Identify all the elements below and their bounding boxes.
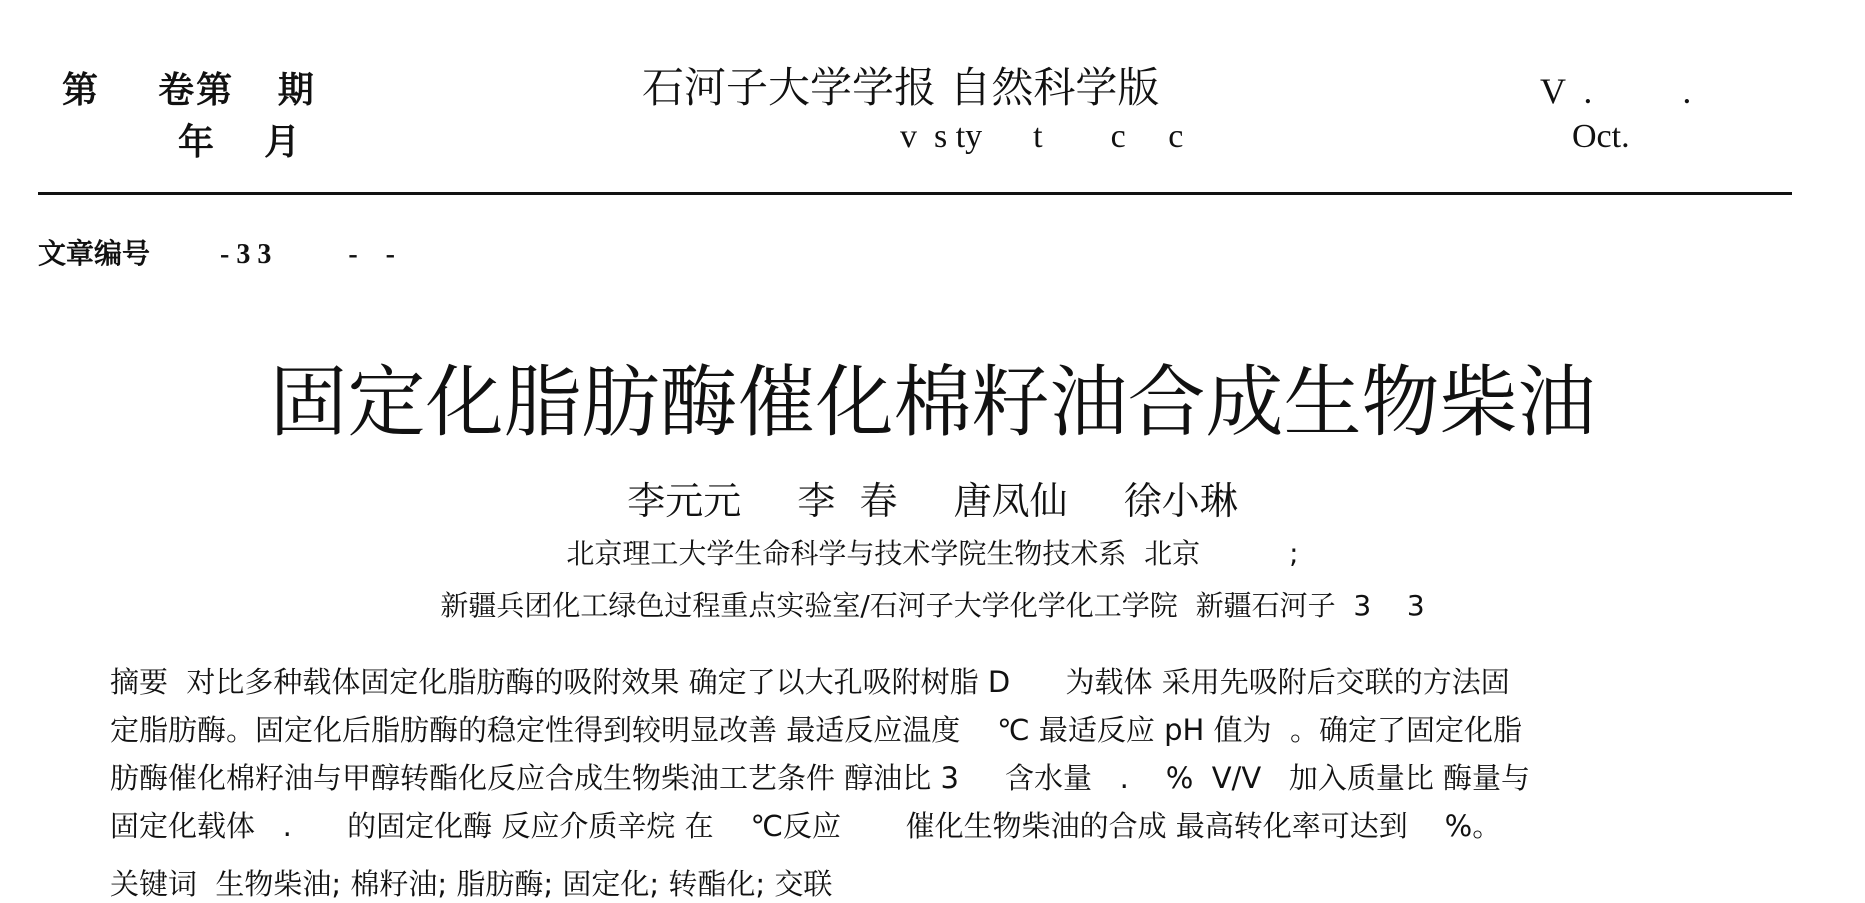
article-number [38,232,395,272]
journal-volume-issue: 第 卷第 期 [62,70,316,111]
keywords: 关键词 生物柴油; 棉籽油; 脂肪酶; 固定化; 转酯化; 交联 [110,867,833,901]
author-name: 李 春 [797,479,898,523]
journal-date-english: Oct. [1572,118,1630,155]
abstract-line: 定脂肪酶。固定化后脂肪酶的稳定性得到较明显改善 最适反应温度 ℃ 最适反应 pH 值为 。确定了固定化脂 [110,713,1522,747]
journal-name-english: v s ty t c c [900,118,1184,155]
journal-volume-english: V . . [1540,71,1692,111]
affiliation-1: 北京理工大学生命科学与技术学院生物技术系 北京 ; [566,537,1299,570]
author-name: 徐小琳 [1123,479,1238,523]
affiliation-2: 新疆兵团化工绿色过程重点实验室/石河子大学化学化工学院 新疆石河子 3 3 [440,589,1425,622]
article-number-value: - 3 3 - - [220,239,395,270]
article-number-label: 文章编号 [38,237,151,270]
abstract [110,658,1750,850]
author-name: 唐凤仙 [953,479,1068,523]
journal-year-month: 年 月 [178,122,301,163]
author-list [0,470,1865,525]
paper-title: 固定化脂肪酶催化棉籽油合成生物柴油 [269,358,1596,448]
author-name: 李元元 [627,479,742,523]
header-rule [38,192,1792,195]
abstract-line: 肪酶催化棉籽油与甲醇转酯化反应合成生物柴油工艺条件 醇油比 3 含水量 . % V/V 加入质量比 酶量与 [110,761,1531,795]
journal-name: 石河子大学学报 自然科学版 [642,63,1160,112]
abstract-line: 固定化载体 . 的固定化酶 反应介质辛烷 在 ℃反应 催化生物柴油的合成 最高转化率可达到 %。 [110,809,1502,843]
abstract-line: 摘要 对比多种载体固定化脂肪酶的吸附效果 确定了以大孔吸附树脂 D 为载体 采用先吸附后交联的方法固 [110,665,1510,699]
